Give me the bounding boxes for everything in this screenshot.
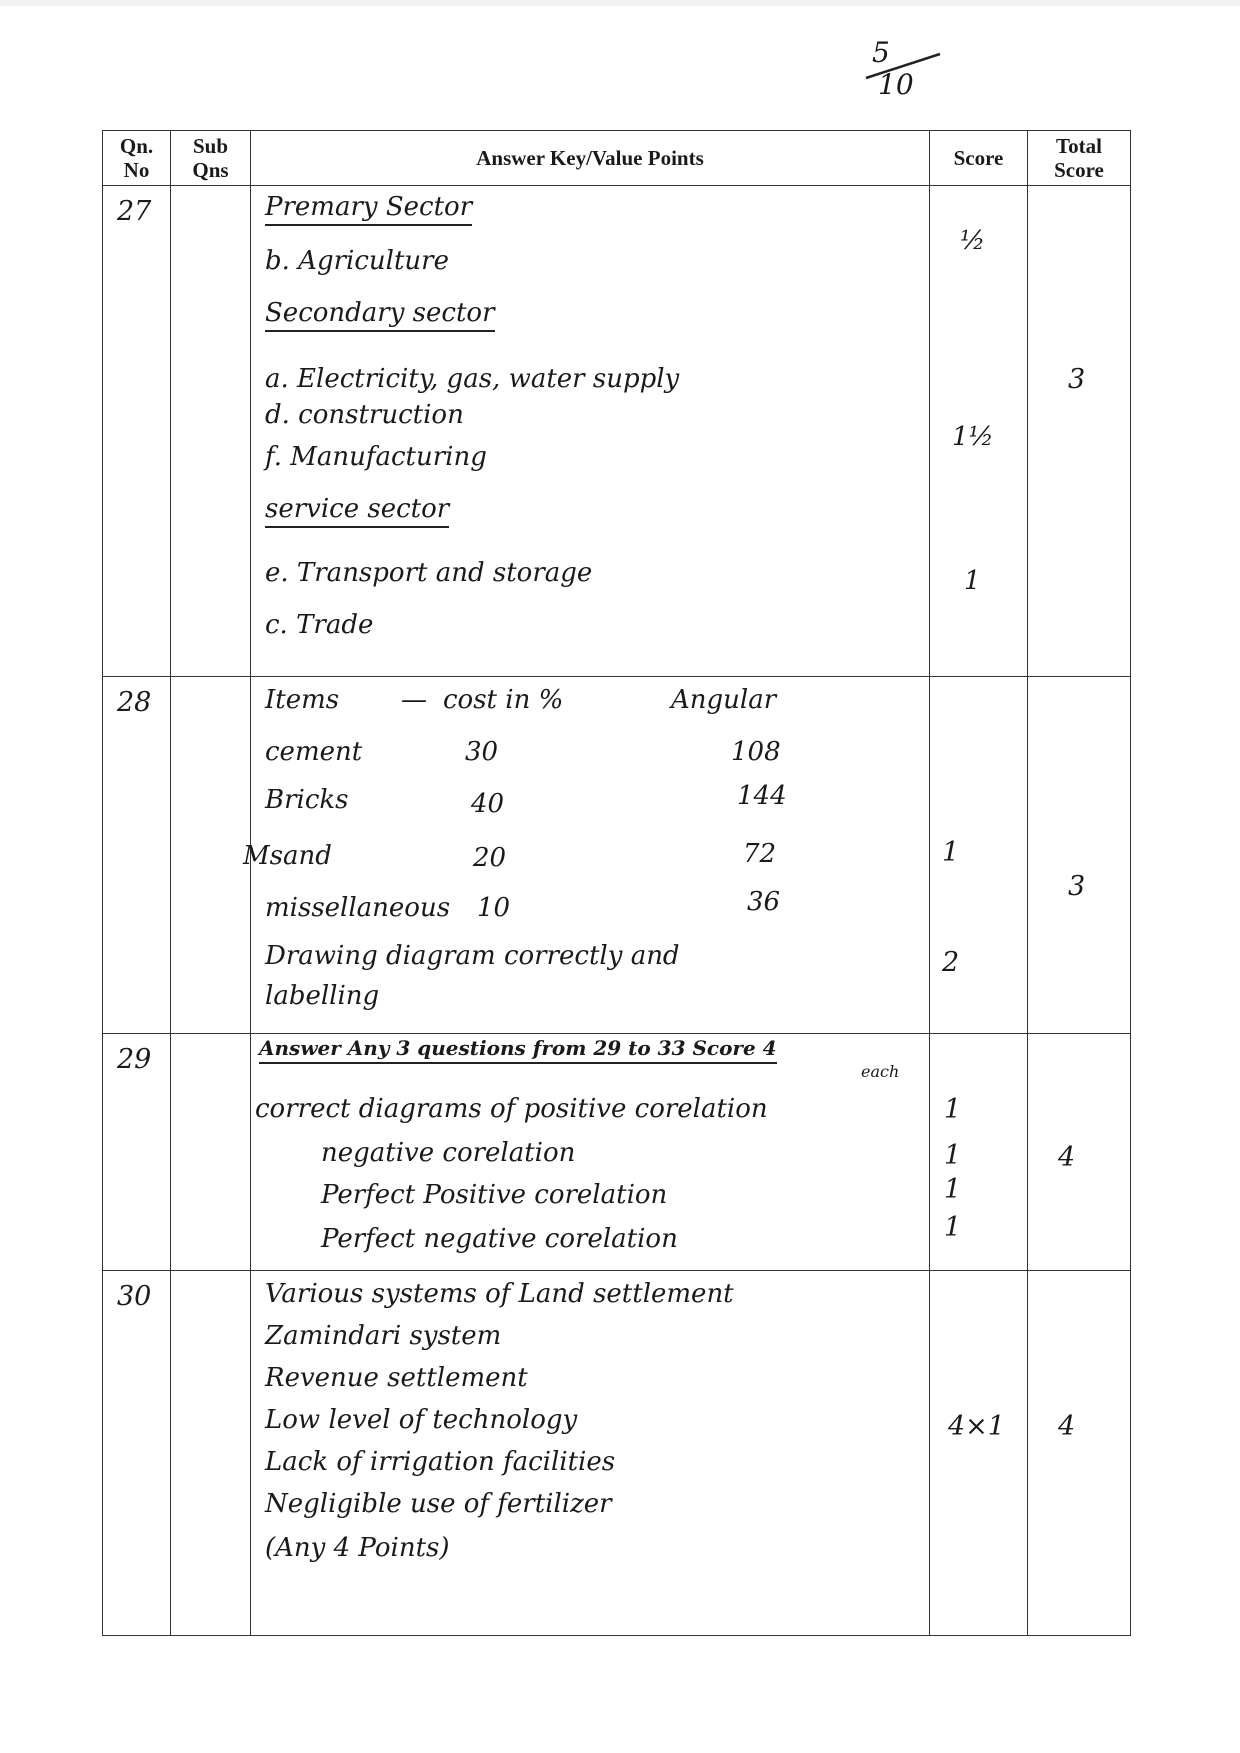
- q29-line4: Perfect negative corelation: [321, 1224, 678, 1254]
- q29-total-cell: [1028, 1034, 1131, 1271]
- q27-number-cell: [103, 186, 171, 677]
- q27-sub-cell: [171, 186, 251, 677]
- q30-line5: Lack of irrigation facilities: [265, 1447, 616, 1477]
- page-score-fraction: [848, 36, 948, 101]
- q28-items-heading: Items: [265, 685, 340, 715]
- table-row-q28: [103, 677, 1131, 1034]
- q27-secondary-f: f. Manufacturing: [265, 442, 487, 472]
- header-total: Total Score: [1028, 131, 1131, 186]
- q28-drawing-line2: labelling: [265, 981, 380, 1011]
- q27-answer-cell: [251, 186, 930, 677]
- q30-number: 30: [117, 1281, 152, 1312]
- q29-sub-cell: [171, 1034, 251, 1271]
- q27-secondary-d: d. construction: [265, 400, 464, 430]
- q28-angle-cement: 108: [731, 737, 781, 767]
- q30-number-cell: [103, 1271, 171, 1636]
- q28-item-cement: cement: [265, 737, 363, 767]
- q29-instruction: Answer Any 3 questions from 29 to 33 Score 4: [259, 1036, 777, 1064]
- q27-service-c: c. Trade: [265, 610, 374, 640]
- q29-line1: correct diagrams of positive corelation: [255, 1094, 768, 1124]
- q28-total-cell: [1028, 677, 1131, 1034]
- q30-score: 4×1: [948, 1411, 1005, 1442]
- header-qn-no: Qn. No: [103, 131, 171, 186]
- q28-cost-misc: 10: [477, 893, 511, 923]
- q27-total: 3: [1068, 364, 1086, 395]
- q28-cost-bricks: 40: [471, 789, 505, 819]
- q27-primary-heading: Premary Sector: [265, 192, 472, 226]
- q29-line3: Perfect Positive corelation: [321, 1180, 668, 1210]
- header-answer: Answer Key/Value Points: [251, 131, 930, 186]
- q29-answer-cell: [251, 1034, 930, 1271]
- scan-edge: [0, 0, 1240, 6]
- answer-key-table: [102, 130, 1131, 1636]
- q28-number: 28: [117, 687, 152, 718]
- q29-score-cell: [930, 1034, 1028, 1271]
- header-sub-qns: Sub Qns: [171, 131, 251, 186]
- table-row-q30: [103, 1271, 1131, 1636]
- q27-secondary-heading: Secondary sector: [265, 298, 495, 332]
- q28-score-1: 1: [942, 837, 960, 868]
- q28-angle-misc: 36: [747, 887, 781, 917]
- q29-line2: negative corelation: [321, 1138, 576, 1168]
- q29-score-1: 1: [944, 1094, 962, 1125]
- q28-item-msand: Msand: [243, 841, 332, 871]
- q30-line3: Revenue settlement: [265, 1363, 528, 1393]
- q30-line2: Zamindari system: [265, 1321, 502, 1351]
- q29-instruction-each: each: [861, 1062, 900, 1081]
- q28-cost-msand: 20: [473, 843, 507, 873]
- q29-total: 4: [1058, 1142, 1076, 1173]
- q28-sub-cell: [171, 677, 251, 1034]
- q28-angle-msand: 72: [743, 839, 777, 869]
- q30-total-cell: [1028, 1271, 1131, 1636]
- q27-primary-b: b. Agriculture: [265, 246, 449, 276]
- q27-score-one-half: 1½: [952, 422, 994, 452]
- q29-score-3: 1: [944, 1174, 962, 1205]
- q30-answer-cell: [251, 1271, 930, 1636]
- q28-total: 3: [1068, 871, 1086, 902]
- q27-total-cell: [1028, 186, 1131, 677]
- page-score-denominator: 10: [878, 68, 914, 101]
- q27-score-one: 1: [964, 566, 981, 596]
- q30-total: 4: [1058, 1411, 1076, 1442]
- q30-line6: Negligible use of fertilizer: [265, 1489, 612, 1519]
- q30-sub-cell: [171, 1271, 251, 1636]
- q29-score-2: 1: [944, 1140, 962, 1171]
- q28-cost-heading: cost in %: [443, 685, 564, 715]
- q28-drawing-line1: Drawing diagram correctly and: [265, 941, 680, 971]
- q27-secondary-a: a. Electricity, gas, water supply: [265, 364, 680, 394]
- q27-number: 27: [117, 196, 152, 227]
- table-row-q27: [103, 186, 1131, 677]
- q28-angular-heading: Angular: [671, 685, 777, 715]
- q28-heading-dash: —: [401, 685, 427, 715]
- q28-angle-bricks: 144: [737, 781, 787, 811]
- header-score: Score: [930, 131, 1028, 186]
- q28-item-misc: missellaneous: [265, 893, 451, 923]
- q30-line4: Low level of technology: [265, 1405, 578, 1435]
- q27-service-heading: service sector: [265, 494, 449, 528]
- q28-item-bricks: Bricks: [265, 785, 349, 815]
- q28-answer-cell: [243, 677, 930, 1034]
- page-score-numerator: 5: [872, 36, 890, 69]
- table-header-row: [103, 131, 1131, 186]
- q28-score-cell: [930, 677, 1028, 1034]
- q30-line1: Various systems of Land settlement: [265, 1279, 734, 1309]
- q29-score-4: 1: [944, 1212, 962, 1243]
- q27-service-e: e. Transport and storage: [265, 558, 593, 588]
- q28-score-2: 2: [942, 947, 960, 978]
- q27-score-cell: [930, 186, 1028, 677]
- q30-line7: (Any 4 Points): [265, 1533, 450, 1563]
- q28-cost-cement: 30: [465, 737, 499, 767]
- q28-number-cell: [103, 677, 171, 1034]
- q27-score-half: ½: [960, 226, 986, 256]
- table-row-q29: [103, 1034, 1131, 1271]
- q29-number: 29: [117, 1044, 152, 1075]
- q30-score-cell: [930, 1271, 1028, 1636]
- q29-number-cell: [103, 1034, 171, 1271]
